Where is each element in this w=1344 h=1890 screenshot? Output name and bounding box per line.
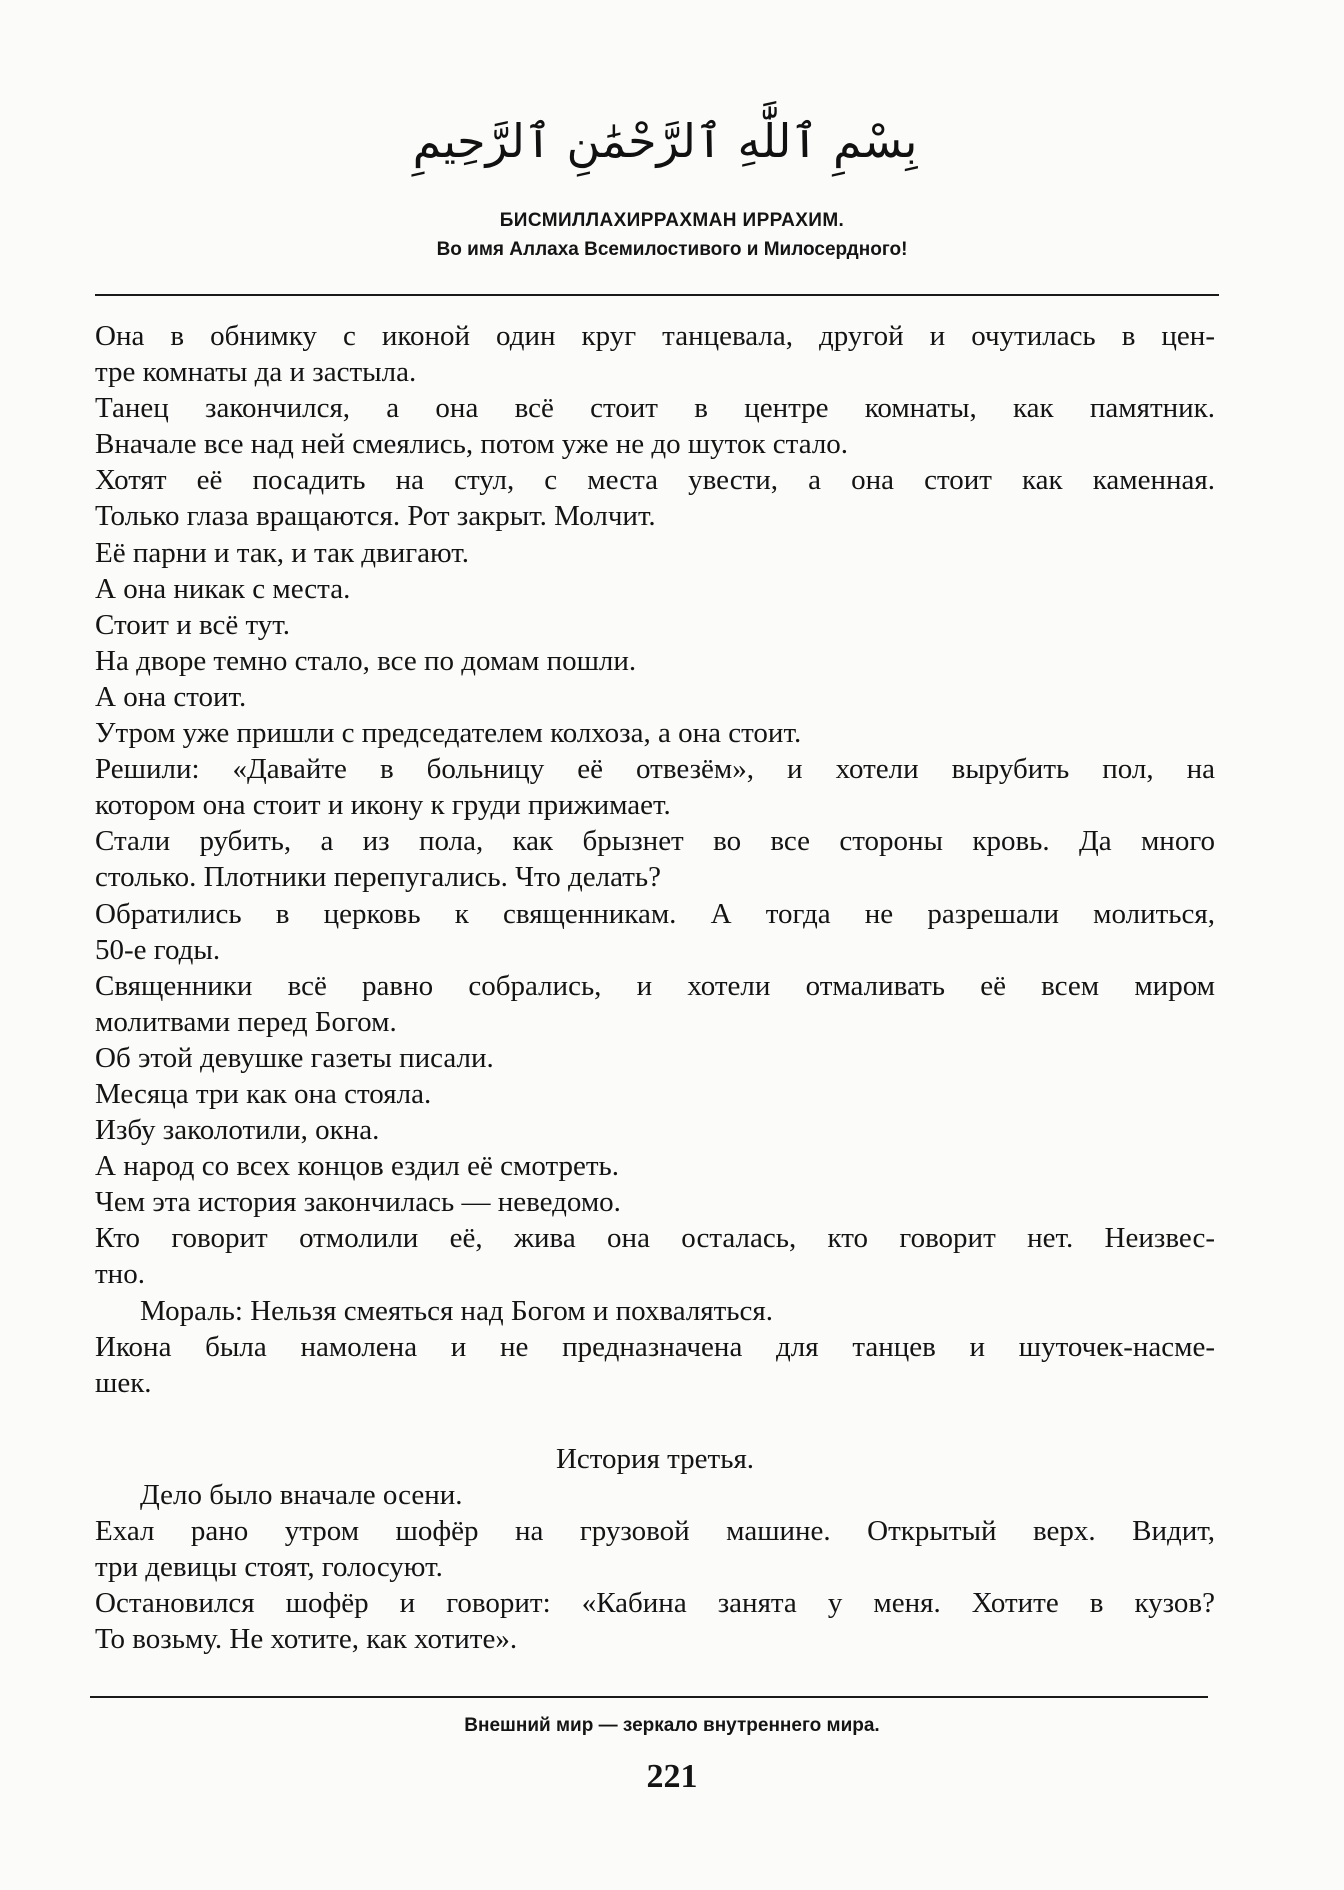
text-line: Кто говорит отмолили её, жива она осталась, кто говорит нет. Неизвес- bbox=[95, 1222, 1215, 1255]
body-text bbox=[95, 318, 1215, 1657]
text-line: А народ со всех концов ездил её смотреть. bbox=[95, 1150, 619, 1183]
section-gap bbox=[95, 1401, 1215, 1441]
text-line: Остановился шофёр и говорит: «Кабина занята у меня. Хотите в кузов? bbox=[95, 1587, 1215, 1620]
text-line: Ехал рано утром шофёр на грузовой машине. Открытый верх. Видит, bbox=[95, 1515, 1215, 1547]
text-line: котором она стоит и икону к груди прижимает. bbox=[95, 789, 671, 822]
text-line: 50-е годы. bbox=[95, 933, 221, 966]
moral-line: Мораль: Нельзя смеяться над Богом и похваляться. bbox=[140, 1294, 773, 1327]
text-line: Решили: «Давайте в больницу её отвезём», и хотели вырубить пол, на bbox=[95, 753, 1215, 786]
text-line: Дело было вначале осени. bbox=[140, 1478, 463, 1511]
basmala-calligraphy bbox=[412, 95, 918, 185]
running-footer: Внешний мир — зеркало внутреннего мира. bbox=[464, 1715, 880, 1736]
text-line: Месяца три как она стояла. bbox=[95, 1077, 432, 1110]
text-line: шек. bbox=[95, 1366, 152, 1399]
text-line: Стоит и всё тут. bbox=[95, 608, 291, 641]
text-line: Священники всё равно собрались, и хотели отмаливать её всем миром bbox=[95, 969, 1215, 1002]
text-line: Утром уже пришли с председателем колхоза, а она стоит. bbox=[95, 717, 802, 750]
page-header-title: БИСМИЛЛАХИРРАХМАН ИРРАХИМ. bbox=[499, 210, 845, 231]
text-line: столько. Плотники перепугались. Что делать? bbox=[95, 861, 661, 894]
page-number: 221 bbox=[646, 1758, 698, 1795]
text-line: Она в обнимку с иконой один круг танцевала, другой и очутилась в цен- bbox=[95, 320, 1215, 352]
text-line: А она никак с места. bbox=[95, 572, 351, 605]
text-line: Об этой девушке газеты писали. bbox=[95, 1041, 494, 1074]
header-divider bbox=[95, 294, 1219, 296]
text-line: тно. bbox=[95, 1258, 145, 1291]
text-line: Танец закончился, а она всё стоит в центре комнаты, как памятник. bbox=[95, 392, 1215, 425]
page-header-subtitle: Во имя Аллаха Всемилостивого и Милосердного! bbox=[436, 239, 908, 260]
footer-divider bbox=[90, 1696, 1208, 1698]
basmala-arabic-text: بِسْمِ ٱللَّٰهِ ٱلرَّحْمَٰنِ ٱلرَّحِيمِ bbox=[412, 114, 918, 168]
text-line: тре комнаты да и застыла. bbox=[95, 356, 417, 389]
text-line: То возьму. Не хотите, как хотите». bbox=[95, 1623, 518, 1656]
text-line: Её парни и так, и так двигают. bbox=[95, 536, 470, 569]
text-line: три девицы стоят, голосуют. bbox=[95, 1551, 443, 1584]
text-line: Избу заколотили, окна. bbox=[95, 1114, 380, 1147]
text-line: Хотят её посадить на стул, с места увести, а она стоит как каменная. bbox=[95, 464, 1215, 497]
text-line: Вначале все над ней смеялись, потом уже не до шуток стало. bbox=[95, 428, 849, 461]
section-heading: История третья. bbox=[555, 1442, 755, 1475]
text-line: молитвами перед Богом. bbox=[95, 1005, 397, 1038]
basmala-calligraphy-svg bbox=[412, 95, 918, 185]
text-line: А она стоит. bbox=[95, 680, 247, 713]
text-line: Икона была намолена и не предназначена для танцев и шуточек-насме- bbox=[95, 1330, 1215, 1363]
text-line: Обратились в церковь к священникам. А тогда не разрешали молиться, bbox=[95, 897, 1215, 930]
text-line: На дворе темно стало, все по домам пошли. bbox=[95, 644, 637, 677]
text-line: Стали рубить, а из пола, как брызнет во все стороны кровь. Да много bbox=[95, 825, 1215, 858]
text-line: Чем эта история закончилась — неведомо. bbox=[95, 1186, 621, 1219]
text-line: Только глаза вращаются. Рот закрыт. Молчит. bbox=[95, 500, 656, 533]
